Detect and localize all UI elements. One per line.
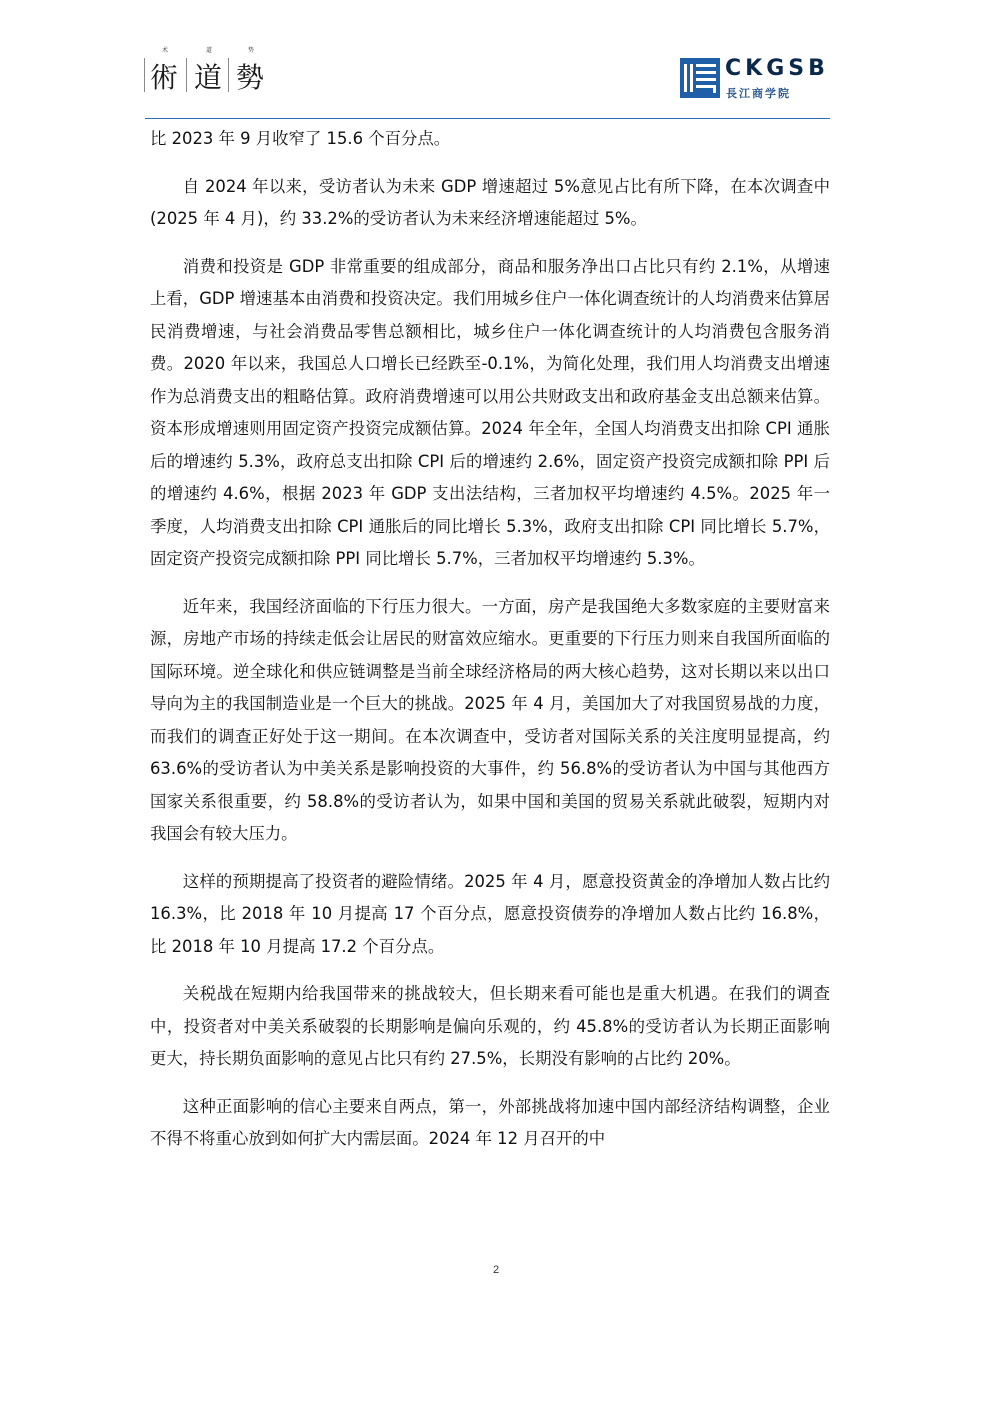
ckgsb-mark-icon xyxy=(680,58,720,98)
paragraph: 这样的预期提高了投资者的避险情绪。2025 年 4 月，愿意投资黄金的净增加人数占比约 16.3%，比 2018 年 10 月提高 17 个百分点，愿意投资债券的净增加人数占比约 16.8%，比 2018 年 10 月提高 17.2 个百分点。 xyxy=(150,871,830,956)
page-number: 2 xyxy=(492,1264,500,1276)
page-header xyxy=(0,0,992,122)
motto-character: 勢 xyxy=(236,61,265,94)
motto-divider xyxy=(186,58,187,92)
paragraph: 关税战在短期内给我国带来的挑战较大，但长期来看可能也是重大机遇。在我们的调查中，投资者对中美关系破裂的长期影响是偏向乐观的，约 45.8%的受访者认为长期正面影响更大，持长期负面影响的意见占比只有约 27.5%，长期没有影响的占比约 20%。 xyxy=(150,984,830,1068)
header-divider xyxy=(145,118,830,119)
logo-chinese-name: 長江商学院 xyxy=(726,87,791,100)
ckgsb-logo xyxy=(680,58,830,100)
motto-character: 術 xyxy=(150,61,179,94)
motto-annotation: 道 xyxy=(206,47,213,54)
document-body xyxy=(150,123,830,1171)
paragraph: 消费和投资是 GDP 非常重要的组成部分，商品和服务净出口占比只有约 2.1%，从增速上看，GDP 增速基本由消费和投资决定。我们用城乡住户一体化调查统计的人均消费来估算居民消费增速，与社会消费品零售总额相比，城乡住户一体化调查统计的人均消费包含服务消费。2020 年以来，我国总人口增长已经跌至-0.1%，为简化处理，我们用人均消费支出增速作为总消费支出的粗略估算。政府消费增速可以用公共财政支出和政府基金支出总额来估算。资本形成增速则用固定资产投资完成额估算。2024 年全年，全国人均消费支出扣除 CPI 通胀后的增速约 5.3%，政府总支出扣除 CPI 后的增速约 2.6%，固定资产投资完成额扣除 PPI 后的增速约 4.6%，根据 2023 年 GDP 支出法结构，三者加权平均增速约 4.5%。2025 年一季度，人均消费支出扣除 CPI 通胀后的同比增长 5.3%，政府支出扣除 CPI 同比增长 5.7%，固定资产投资完成额扣除 PPI 同比增长 5.7%，三者加权平均增速约 5.3%。 xyxy=(150,256,830,568)
logo-english-name: CKGSB xyxy=(725,56,829,81)
motto-annotation: 术 xyxy=(162,47,169,54)
motto-divider xyxy=(228,58,229,92)
paragraph: 自 2024 年以来，受访者认为未来 GDP 增速超过 5%意见占比有所下降，在本次调查中(2025 年 4 月)，约 33.2%的受访者认为未来经济增速能超过 5%。 xyxy=(150,176,830,228)
paragraph: 近年来，我国经济面临的下行压力很大。一方面，房产是我国绝大多数家庭的主要财富来源，房地产市场的持续走低会让居民的财富效应缩水。更重要的下行压力则来自我国所面临的国际环境。逆全球化和供应链调整是当前全球经济格局的两大核心趋势，这对长期以来以出口导向为主的我国制造业是一个巨大的挑战。2025 年 4 月，美国加大了对我国贸易战的力度，而我们的调查正好处于这一期间。在本次调查中，受访者对国际关系的关注度明显提高，约 63.6%的受访者认为中美关系是影响投资的大事件，约 56.8%的受访者认为中国与其他西方国家关系很重要，约 58.8%的受访者认为，如果中国和美国的贸易关系就此破裂，短期内对我国会有较大压力。 xyxy=(150,596,830,843)
calligraphy-motto xyxy=(142,48,282,100)
paragraph: 比 2023 年 9 月收窄了 15.6 个百分点。 xyxy=(150,129,451,148)
motto-divider xyxy=(144,58,145,92)
motto-character: 道 xyxy=(194,61,223,94)
paragraph: 这种正面影响的信心主要来自两点，第一，外部挑战将加速中国内部经济结构调整，企业不得不将重心放到如何扩大内需层面。2024 年 12 月召开的中 xyxy=(150,1096,830,1148)
motto-annotation: 势 xyxy=(248,47,255,54)
